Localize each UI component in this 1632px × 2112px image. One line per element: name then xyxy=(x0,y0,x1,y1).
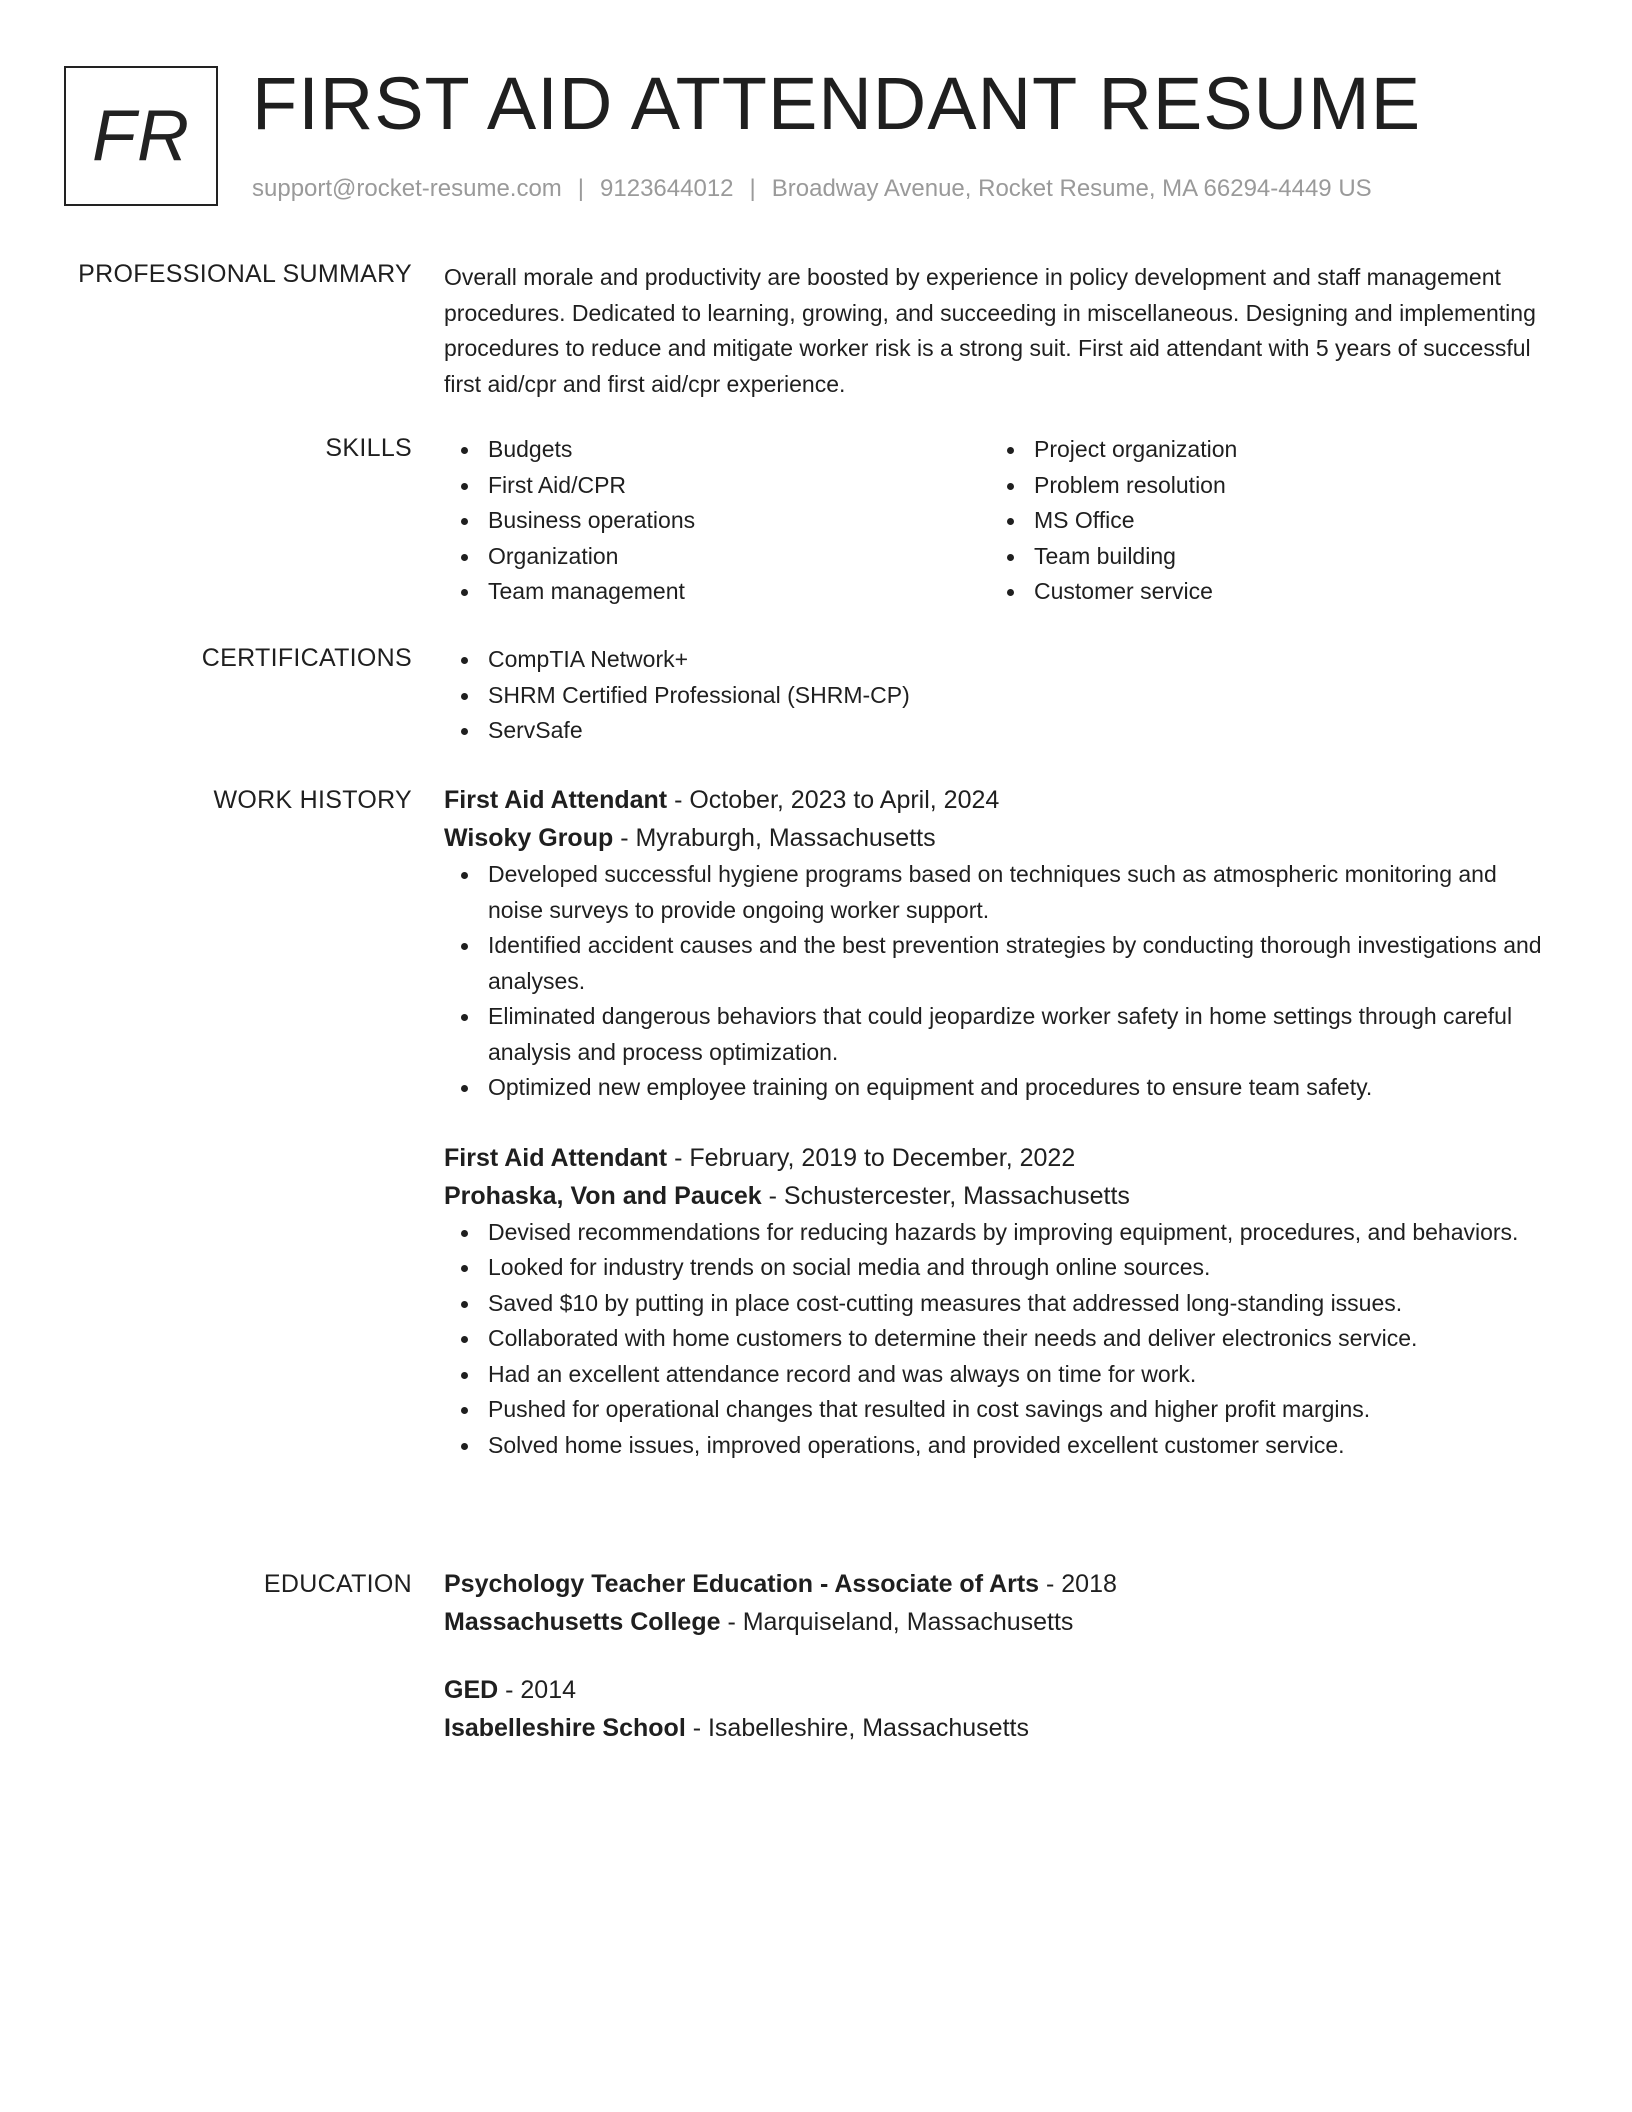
job-dates: - February, 2019 to December, 2022 xyxy=(667,1143,1076,1172)
job-entry xyxy=(444,781,1544,1106)
skill-item: Customer service xyxy=(990,574,1536,610)
education-school-line xyxy=(444,1603,1544,1641)
job-duties-list xyxy=(444,1215,1544,1464)
contact-address: Broadway Avenue, Rocket Resume, MA 66294-4449 US xyxy=(771,175,1372,202)
education-school: Massachusetts College xyxy=(444,1608,721,1636)
job-duty: Looked for industry trends on social media and through online sources. xyxy=(444,1250,1544,1286)
skill-item: Problem resolution xyxy=(990,468,1536,504)
certification-item: SHRM Certified Professional (SHRM-CP) xyxy=(444,678,1544,714)
education-location: - Marquiseland, Massachusetts xyxy=(720,1608,1074,1636)
education-degree: Psychology Teacher Education - Associate of Arts xyxy=(444,1570,1040,1598)
skill-item: Project organization xyxy=(990,432,1536,468)
skill-item: Team building xyxy=(990,539,1536,575)
job-duty: Identified accident causes and the best prevention strategies by conducting thorough investigations and analyses. xyxy=(444,928,1544,999)
job-duty: Eliminated dangerous behaviors that could jeopardize worker safety in home settings through careful analysis and process optimization. xyxy=(444,999,1544,1070)
job-title-line xyxy=(444,1139,1544,1177)
certifications-list xyxy=(444,642,1544,749)
job-location: - Schustercester, Massachusetts xyxy=(761,1181,1130,1210)
section-heading-education: EDUCATION xyxy=(263,1570,412,1598)
job-company-line xyxy=(444,819,1544,857)
summary-text: Overall morale and productivity are boosted by experience in policy development and staff management procedures. Dedicated to learning, growing, and succeeding in miscellaneous. Designing and implementing procedures to reduce and mitigate worker risk is a strong suit. First aid attendant with 5 years of successful first aid/cpr and first aid/cpr experience. xyxy=(444,264,1536,397)
job-title: First Aid Attendant xyxy=(444,786,668,814)
job-duty: Had an excellent attendance record and was always on time for work. xyxy=(444,1357,1544,1393)
skill-item: Organization xyxy=(444,539,990,575)
contact-line xyxy=(252,173,1372,205)
section-heading-skills: SKILLS xyxy=(325,434,412,462)
job-company: Prohaska, Von and Paucek xyxy=(444,1181,762,1210)
job-duty: Optimized new employee training on equipment and procedures to ensure team safety. xyxy=(444,1070,1544,1106)
job-duty: Developed successful hygiene programs based on techniques such as atmospheric monitoring and noise surveys to provide ongoing worker support. xyxy=(444,857,1544,928)
job-entry xyxy=(444,1139,1544,1464)
skills-list-left xyxy=(444,432,990,610)
education-year: - 2014 xyxy=(498,1676,577,1704)
job-duty: Devised recommendations for reducing hazards by improving equipment, procedures, and behaviors. xyxy=(444,1215,1544,1251)
job-duties-list xyxy=(444,857,1544,1106)
education-entry xyxy=(444,1565,1544,1641)
skill-item: First Aid/CPR xyxy=(444,468,990,504)
education-degree-line xyxy=(444,1565,1544,1603)
education-school: Isabelleshire School xyxy=(444,1714,686,1742)
education-entry xyxy=(444,1671,1544,1747)
resume-header xyxy=(64,62,1568,216)
job-title: First Aid Attendant xyxy=(444,1143,668,1172)
certification-item: CompTIA Network+ xyxy=(444,642,1544,678)
certification-item: ServSafe xyxy=(444,713,1544,749)
skill-item: MS Office xyxy=(990,503,1536,539)
skill-item: Business operations xyxy=(444,503,990,539)
monogram-logo: FR xyxy=(64,66,218,206)
job-title-line xyxy=(444,781,1544,819)
skill-item: Budgets xyxy=(444,432,990,468)
contact-phone[interactable]: 9123644012 xyxy=(600,175,734,202)
job-duty: Collaborated with home customers to determine their needs and deliver electronics service. xyxy=(444,1321,1544,1357)
education-degree-line xyxy=(444,1671,1544,1709)
education-location: - Isabelleshire, Massachusetts xyxy=(685,1714,1029,1742)
job-location: - Myraburgh, Massachusetts xyxy=(613,824,936,852)
section-heading-certifications: CERTIFICATIONS xyxy=(201,644,412,672)
job-duty: Solved home issues, improved operations, and provided excellent customer service. xyxy=(444,1428,1544,1464)
education-year: - 2018 xyxy=(1039,1570,1117,1598)
section-heading-work-history: WORK HISTORY xyxy=(213,786,412,814)
job-company: Wisoky Group xyxy=(444,824,614,852)
skills-columns xyxy=(444,432,1544,610)
education-degree: GED xyxy=(444,1676,499,1704)
job-duty: Pushed for operational changes that resulted in cost savings and higher profit margins. xyxy=(444,1392,1544,1428)
resume-title: FIRST AID ATTENDANT RESUME xyxy=(252,62,1422,145)
skill-item: Team management xyxy=(444,574,990,610)
skills-list-right xyxy=(990,432,1536,610)
job-duty: Saved $10 by putting in place cost-cutting measures that addressed long-standing issues. xyxy=(444,1286,1544,1322)
section-heading-summary: PROFESSIONAL SUMMARY xyxy=(78,260,412,288)
contact-separator: | xyxy=(749,175,756,202)
contact-separator: | xyxy=(577,175,585,202)
education-school-line xyxy=(444,1709,1544,1747)
contact-email[interactable]: support@rocket-resume.com xyxy=(252,175,562,202)
job-company-line xyxy=(444,1177,1544,1215)
job-dates: - October, 2023 to April, 2024 xyxy=(667,786,1000,814)
